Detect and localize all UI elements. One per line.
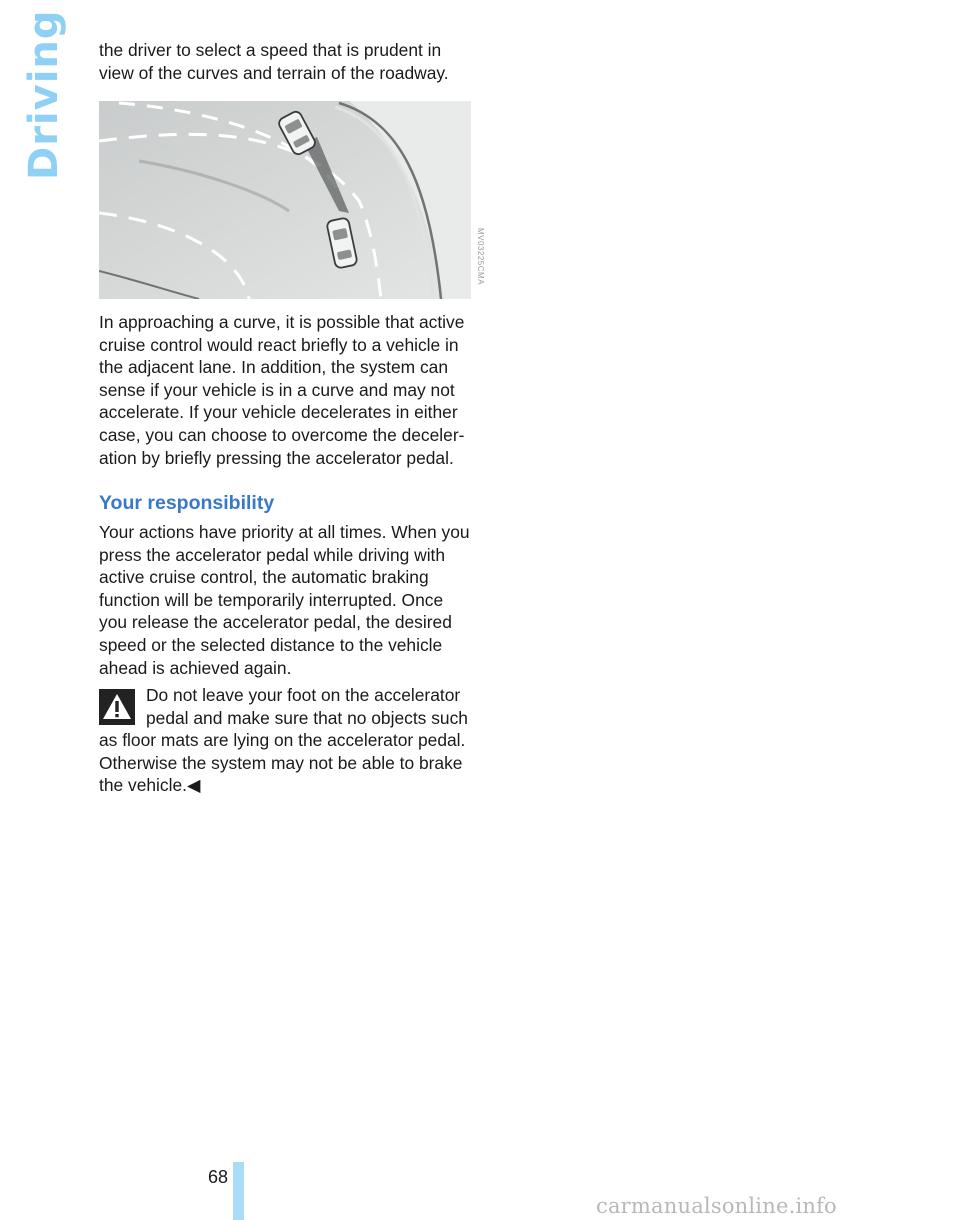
paragraph-intro: the driver to select a speed that is prudent in view of the curves and terrain of the roadway. <box>99 40 449 83</box>
paragraph-curve: In approaching a curve, it is possible that active cruise control would react briefly to a vehicle in the adjacent lane. In addition, the system can sense if your vehicle is in a curve and may not accelerate. If your vehicle decelerates in either case, you can choose to overcome the deceleration by briefly pressing the accelerator pedal. <box>99 312 465 468</box>
watermark: carmanualsonline.info <box>596 1194 837 1218</box>
page-number: 68 <box>207 1167 228 1187</box>
section-title: Driving <box>21 9 67 180</box>
figure-code: MV03225CMA <box>476 228 485 286</box>
paragraph-responsibility: Your actions have priority at all times. When you press the accelerator pedal while driving with active cruise control, the automatic braking function will be temporarily interrupted. Once you release the accelerator pedal, the desired speed or the selected distance to the vehicle ahead is achieved again. <box>99 522 470 678</box>
road-curve-diagram <box>99 101 471 299</box>
warning-line-rest: as floor mats are lying on the accelerator pedal. Otherwise the system may not be able to brake the vehicle. <box>99 730 466 796</box>
warning-line-indented: Do not leave your foot on the accelerator pedal and make sure that no objects such <box>146 685 468 728</box>
curve-illustration <box>99 101 471 299</box>
section-heading: Your responsibility <box>99 492 275 514</box>
end-mark-icon: ◀ <box>186 775 201 796</box>
warning-text <box>99 684 471 797</box>
page-marker-bar <box>233 1162 244 1220</box>
